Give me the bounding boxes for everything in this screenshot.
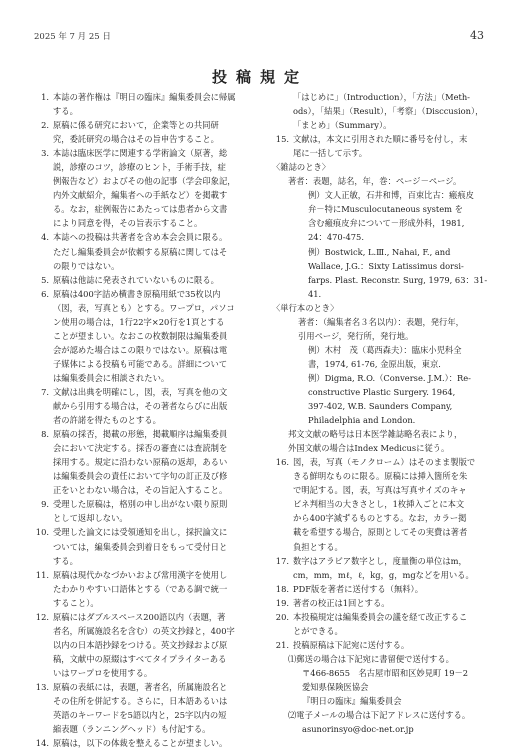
journal-example-2: 例）Bostwick, L.Ⅲ., Nahai, F., and Wallace, J.G.：Sixty Latissimus dorsi- farps. Plast. Reconstr. Surg, 1979, 63：31- 41.: [308, 246, 488, 299]
issue-date: 2025 年 7 月 25 日: [34, 32, 111, 42]
item-number: 17.: [275, 555, 289, 566]
journal-format: 著者：表題，誌名，年，巻：ページ－ページ。: [288, 176, 462, 187]
rule-item-4: [32, 230, 264, 272]
item-number: 15.: [275, 134, 289, 145]
rule-item-6: [32, 287, 264, 385]
item-text: 原稿の表紙には，表題，著者名，所属施設名と その住所を併記する。さらに，日本語あるいは 英語のキーワードを5語以内と，25字以内の短 縮表題（ランニングヘッド）も付記する。: [53, 681, 228, 735]
item-number: 18.: [275, 583, 289, 594]
journal-example-1: 例）文人正敏，石井和博，百束比古：瘢痕皮 弁－特にMusculocutaneous system を 含む瘢痕皮弁について－形成外科，1981, 24：470-475.: [308, 190, 474, 243]
item-text: 原稿は400字詰め横書き原稿用紙で35枚以内 （図，表，写真とも）とする。ワープロ，パソコ ン使用の場合は，1行22字×20行を1頁とする ことが望ましい。なおこの枚数制限は編集委員 会が認めた場合はこの限りではない。原稿は電 子媒体による投稿も可能である。詳細について は編集委員会に相談されたい。: [53, 288, 235, 383]
item-text: 文献は出典を明確にし，図，表，写真を他の文 献から引用する場合は，その著者ならびに出版 者の許諾を得たものとする。: [53, 386, 228, 426]
page-title: 投稿規定: [211, 68, 308, 86]
item-text: 文献は，本文に引用された順に番号を付し，末 尾に一括して示す。: [293, 134, 468, 159]
item-text: 受理した論文には受領通知を出し，採択論文に ついては，編集委員会到着日をもって受付日と する。: [53, 527, 228, 566]
rule-item-11: [32, 568, 264, 610]
abbreviation-note: 邦文文献の略号は日本医学雑誌略名表により， 外国文献の場合はIndex Medicusに従う。: [288, 429, 463, 454]
book-format: 著者：（編集者名３名以内）：表題，発行年， 引用ページ，発行所，発行地。: [298, 316, 464, 341]
item-number: 14.: [35, 738, 49, 749]
rule-item-12: [32, 610, 264, 680]
item-number: 4.: [41, 232, 49, 243]
item-number: 7.: [41, 386, 49, 397]
item-number: 21.: [275, 639, 289, 650]
rule-item-1: [32, 90, 264, 118]
item-number: 9.: [41, 499, 49, 510]
item-text: PDF版を著者に送付する（無料）。: [293, 583, 423, 594]
item-text: 本誌は臨床医学に関連する学術論文（原著，総 説，診療のコツ，診療のヒント，手術手技，症 例報告など）およびその他の記事（学会印象記， 内外文献紹介，編集者への手紙など）を掲載す る。なお，症例報告にあたっては患者から文書 により同意を得，その旨表示すること。: [53, 148, 236, 229]
item-text: 著者の校正は1回とする。: [293, 597, 390, 608]
rule-item-14: [32, 736, 264, 750]
item-text: 原稿に係る研究において，企業等との共同研 究，委託研究の場合はその旨申告すること。: [53, 120, 219, 145]
email-heading: ⑵電子メールの場合は下記アドレスに送付する。: [288, 710, 471, 721]
item-number: 2.: [41, 120, 49, 131]
item-number: 19.: [275, 597, 289, 608]
item-text: 原稿にはダブルスペース200語以内（表題，著 者名，所属施設名を含む）の英文抄録と，400字 以内の日本語抄録をつける。英文抄録および原 稿，文献中の原綴はすべてタイプライターある いはワープロを使用する。: [53, 611, 235, 678]
rule-item-5: [32, 273, 264, 287]
item-number: 11.: [35, 569, 49, 580]
rule-item-19: [272, 596, 500, 610]
rule-item-9: [32, 497, 264, 525]
item-text: 受理した原稿は，格別の申し出がない限り原則 として返却しない。: [53, 499, 228, 524]
book-heading: 〈単行本のとき〉: [272, 302, 339, 313]
item-number: 3.: [41, 148, 49, 159]
journal-heading: 〈雑誌のとき〉: [272, 162, 331, 173]
rule-item-10: [32, 525, 264, 567]
item-text: 原稿は，以下の体裁を整えることが望ましい。: [53, 738, 228, 749]
item-text: 数字はアラビア数字とし，度量衡の単位はm， cm，mm，mℓ，ℓ，kg，g，mgなどを用いる。: [293, 555, 474, 580]
mailing-address: 〒466-8655 名古屋市昭和区妙見町 19－2 愛知県保険医協会 『明日の臨床』編集委員会: [302, 667, 469, 707]
item-number: 20.: [275, 611, 289, 622]
item-text: 原稿の採否，掲載の形態，掲載順序は編集委員 会において決定する。採否の審査には査読制を 採用する。規定に沿わない原稿の返却，あるい は編集委員会の責任において字句の訂正及び修 正をいとわない場合は，その旨記入すること。: [53, 429, 228, 496]
page-number: 43: [470, 29, 484, 42]
rule-item-21: [272, 638, 500, 652]
rule-item-16: [272, 455, 500, 553]
item-number: 1.: [41, 92, 49, 102]
rule-item-8: [32, 427, 264, 497]
rule-item-15: [272, 132, 500, 160]
item-text: 本誌への投稿は共著者を含め本会会員に限る。 ただし編集委員会が依頼する原稿に関してはそ の限りではない。: [53, 232, 228, 271]
item-text: 投稿原稿は下記宛に送付する。: [293, 639, 410, 650]
item-number: 13.: [35, 681, 49, 692]
rule-item-14-continuation: 「はじめに」（Introduction），「方法」（Meth- ods），「結果」（Result），「考察」（Disccusion）， 「まとめ」（Summary）。: [293, 92, 484, 131]
postal-heading: ⑴郵送の場合は下記宛に書留便で送付する。: [288, 653, 454, 664]
rule-item-20: [272, 610, 500, 638]
item-number: 6.: [41, 288, 49, 299]
item-number: 12.: [35, 611, 49, 622]
item-number: 5.: [41, 274, 49, 285]
item-text: 本誌の著作権は『明日の臨床』編集委員会に帰属 する。: [53, 92, 236, 117]
item-number: 16.: [275, 457, 289, 468]
rule-item-3: [32, 146, 264, 230]
rule-item-18: [272, 582, 500, 596]
rule-item-2: [32, 118, 264, 146]
item-number: 10.: [35, 527, 49, 538]
right-column: [272, 90, 500, 736]
item-text: 本投稿規定は編集委員会の議を経て改正するこ とができる。: [293, 611, 468, 636]
rule-item-7: [32, 385, 264, 427]
left-column: [32, 90, 264, 750]
rule-item-17: [272, 554, 500, 582]
item-text: 原稿は他誌に発表されていないものに限る。: [53, 274, 219, 285]
email-address[interactable]: asunorinsyo@doc-net.or.jp: [302, 724, 414, 735]
book-example-2: 例）Digma, R.O.（Converse. J.M.）：Re- constructive Plastic Surgery. 1964, 397-402, W.B. Saunders Company, Philadelphia and London.: [308, 372, 471, 426]
item-text: 図，表，写真（モノクローム）はそのまま製版で きる鮮明なものに限る。原稿には挿入箇所を朱 で明記する。図，表，写真は写真サイズのキャ ビネ判相当の大きさとし，1枚挿入ごとに本文 から400字減ずるものとする。なお，カラー掲 載を希望する場合，原則としてその実費は著者 負担とする。: [293, 457, 476, 552]
item-text: 原稿は現代かなづかいおよび常用漢字を使用し たわかりやすい口語体とする（である調で統一 すること）。: [53, 569, 228, 608]
item-number: 8.: [41, 429, 49, 440]
book-example-1: 例）木村 茂（葛西森夫）：臨床小児科全 書，1974, 61-76, 金原出版，東京．: [308, 344, 462, 369]
